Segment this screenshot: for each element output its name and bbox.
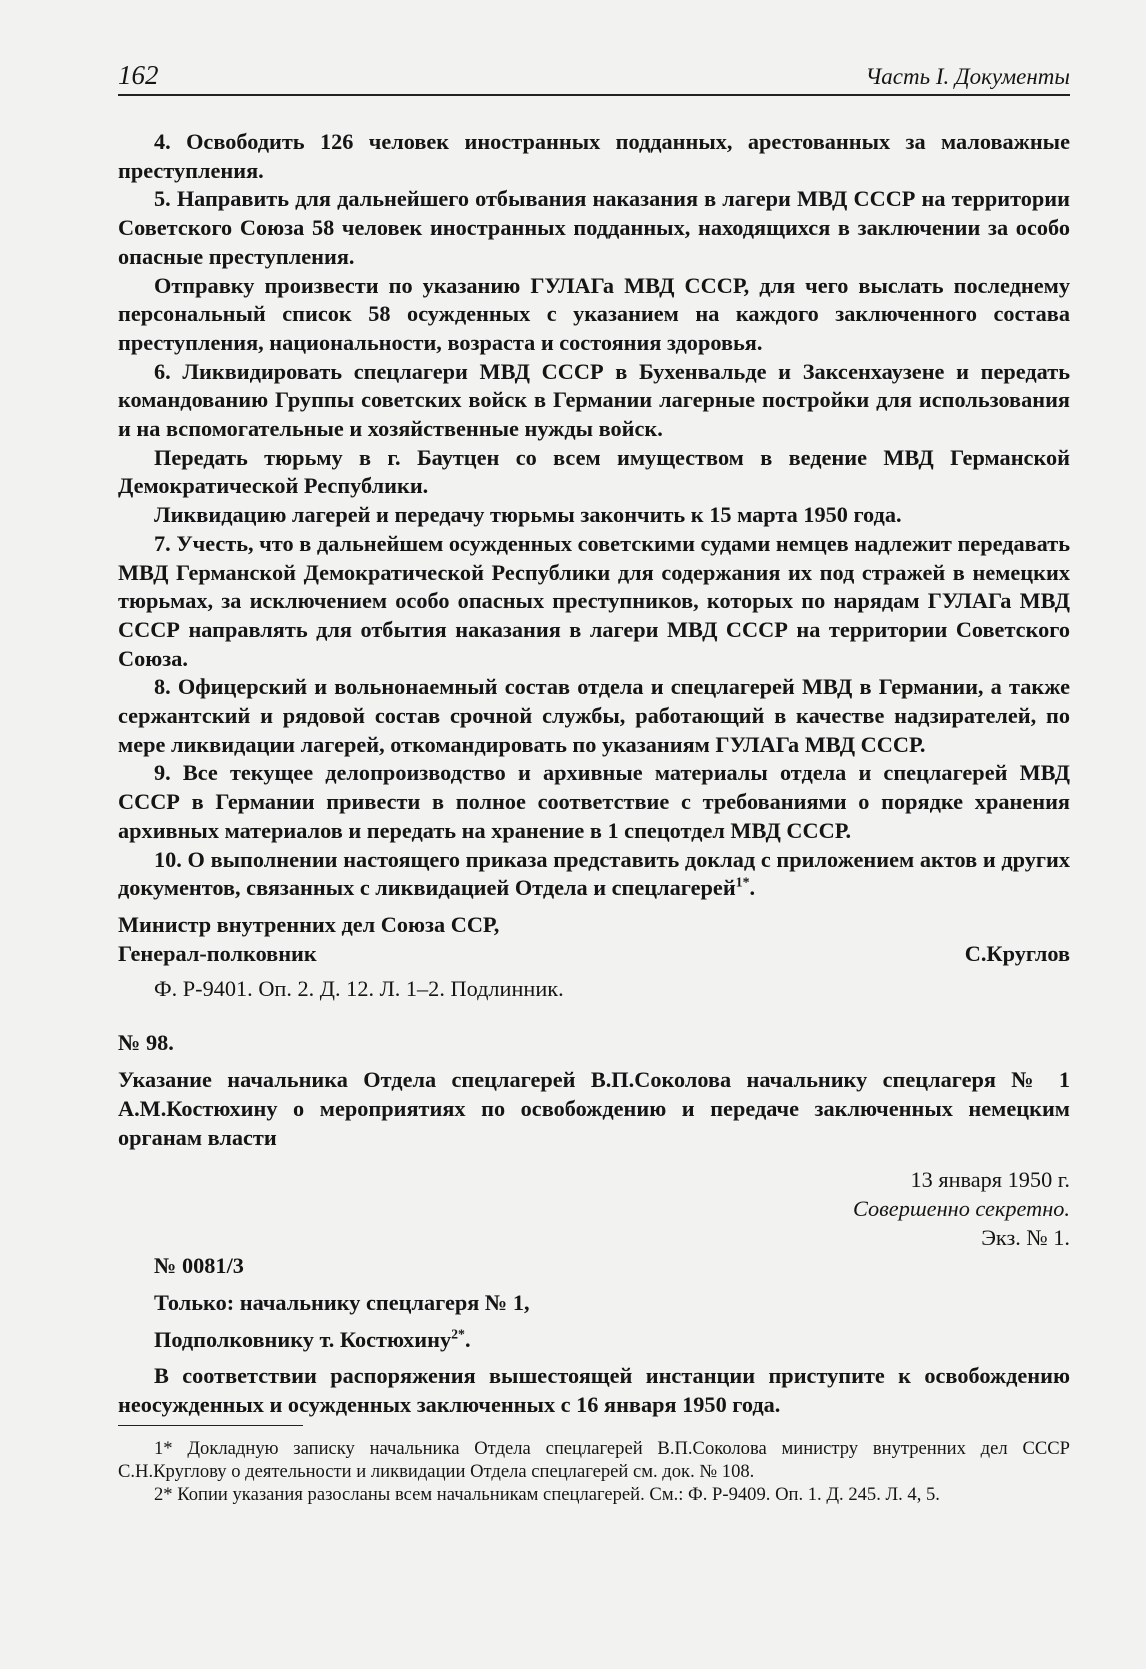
footnote-2: 2* Копии указания разосланы всем начальникам спецлагерей. См.: Ф. Р-9409. Оп. 1. Д. 245. Л. 4, 5. bbox=[154, 1484, 940, 1505]
document-date: 13 января 1950 г. bbox=[910, 1167, 1070, 1193]
archive-source: Ф. Р-9401. Оп. 2. Д. 12. Л. 1–2. Подлинник. bbox=[154, 975, 564, 1001]
classification-stamp: Совершенно секретно. bbox=[852, 1195, 1070, 1221]
copy-number: Экз. № 1. bbox=[981, 1224, 1070, 1250]
paragraph-6-bautzen: Передать тюрьму в г. Баутцен со всем имуществом в ведение МВД Германской Демократической Республики. bbox=[118, 444, 1070, 499]
page-header bbox=[118, 60, 1070, 96]
paragraph-10 bbox=[118, 846, 1070, 903]
page-number: 162 bbox=[118, 60, 159, 90]
paragraph-10-end: . bbox=[749, 875, 756, 901]
document-number: № 98. bbox=[118, 1030, 174, 1056]
paragraph-6-deadline: Ликвидацию лагерей и передачу тюрьмы закончить к 15 марта 1950 года. bbox=[154, 502, 902, 528]
page-body bbox=[118, 128, 1070, 1420]
paragraph-4: 4. Освободить 126 человек иностранных подданных, арестованных за маловажные преступления. bbox=[118, 129, 1070, 183]
signature-name: С.Круглов bbox=[964, 940, 1070, 966]
document-title: Указание начальника Отдела спецлагерей В.П.Соколова начальнику спецлагеря № 1 А.М.Костюхину о мероприятиях по освобождению и передаче заключенных немецким органам власти bbox=[118, 1067, 1070, 1150]
addressee-name: Подполковнику т. Костюхину bbox=[154, 1326, 452, 1352]
paragraph-5: 5. Направить для дальнейшего отбывания наказания в лагери МВД СССР на территории Советского Союза 58 человек иностранных подданных, находящихся в заключении за особо опасные преступления. bbox=[118, 186, 1070, 269]
footnote-divider bbox=[118, 1425, 303, 1426]
paragraph-9: 9. Все текущее делопроизводство и архивные материалы отдела и спецлагерей МВД СССР в Германии привести в полное соответствие с требованиями о порядке хранения архивных материалов и передать на хранение в 1 спецотдел МВД СССР. bbox=[118, 760, 1070, 843]
addressee-line-1: Только: начальнику спецлагеря № 1, bbox=[154, 1290, 530, 1316]
footnote-1: 1* Докладную записку начальника Отдела спецлагерей В.П.Соколова министру внутренних дел СССР С.Н.Круглову о деятельности и ликвидации Отдела спецлагерей см. док. № 108. bbox=[118, 1438, 1070, 1482]
addressee-line-2 bbox=[118, 1326, 1070, 1355]
signature-position: Министр внутренних дел Союза ССР, bbox=[118, 911, 500, 937]
paragraph-10-text: 10. О выполнении настоящего приказа представить доклад с приложением актов и других документов, связанных с ликвидацией Отдела и спецлагерей bbox=[118, 846, 1070, 901]
paragraph-5-transfer: Отправку произвести по указанию ГУЛАГа МВД СССР, для чего выслать последнему персональный список 58 осужденных с указанием на каждого заключенного состава преступления, национальности, возраста и состояния здоровья. bbox=[118, 272, 1070, 355]
paragraph-8: 8. Офицерский и вольнонаемный состав отдела и спецлагерей МВД в Германии, а также сержантский и рядовой состав срочной службы, работающий в качестве надзирателей, по мере ликвидации лагерей, откомандировать по указаниям ГУЛАГа МВД СССР. bbox=[118, 674, 1070, 757]
footnote-ref-2: 2* bbox=[451, 1326, 465, 1342]
footnote-ref-1: 1* bbox=[735, 874, 750, 890]
paragraph-7: 7. Учесть, что в дальнейшем осужденных советскими судами немцев надлежит передавать МВД Германской Демократической Республики для содержания их под стражей в немецких тюрьмах, за исключением особо опасных преступников, которых по нарядам ГУЛАГа МВД СССР направлять для отбытия наказания в лагери МВД СССР на территории Советского Союза. bbox=[118, 530, 1070, 671]
registration-number: № 0081/3 bbox=[154, 1253, 244, 1279]
document-text: В соответствии распоряжения вышестоящей инстанции приступите к освобождению неосужденных и осужденных заключенных с 16 января 1950 года. bbox=[118, 1363, 1070, 1418]
running-title: Часть I. Документы bbox=[865, 64, 1070, 89]
footnotes bbox=[118, 1437, 1070, 1506]
signature-rank: Генерал-полковник bbox=[118, 940, 317, 966]
signature-block bbox=[118, 940, 1070, 969]
paragraph-6: 6. Ликвидировать спецлагери МВД СССР в Бухенвальде и Заксенхаузене и передать командованию Группы советских войск в Германии лагерные постройки для использования и на вспомогательные и хозяйственные нужды войск. bbox=[118, 358, 1070, 442]
addressee-end: . bbox=[464, 1326, 471, 1352]
